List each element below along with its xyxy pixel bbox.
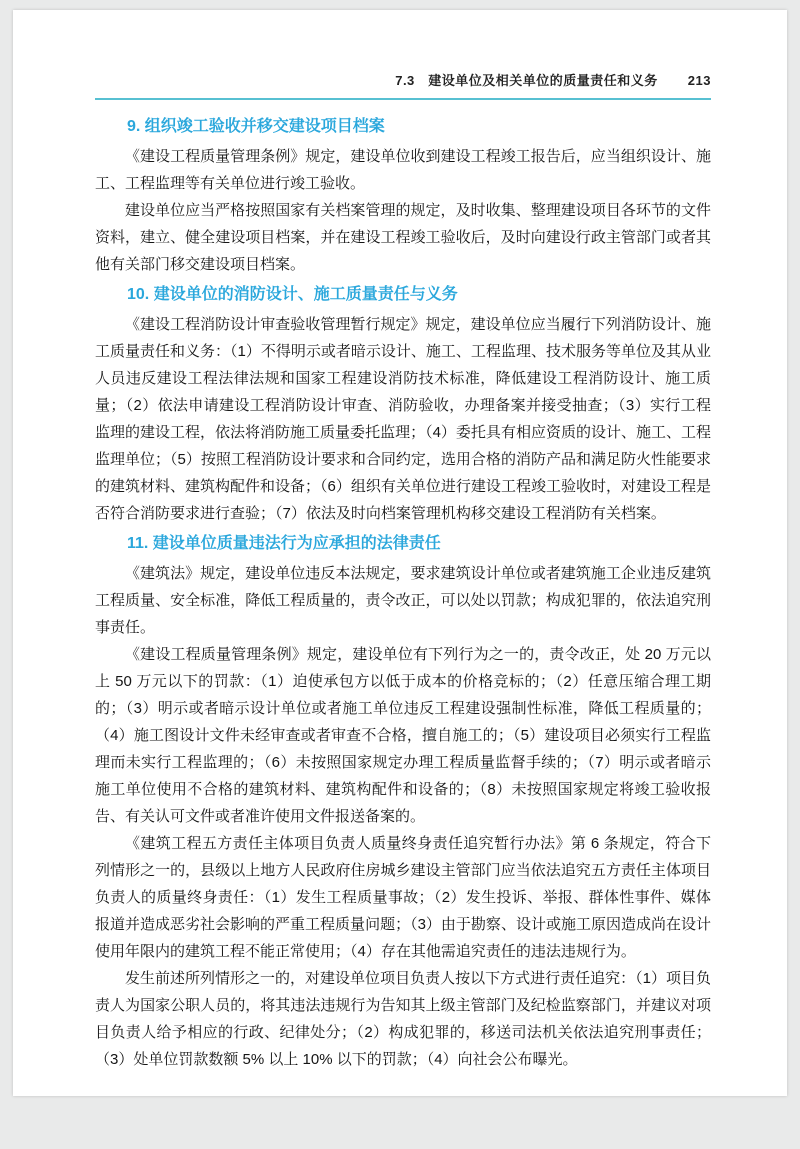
section-10 (95, 281, 711, 527)
paragraph: 《建设工程消防设计审查验收管理暂行规定》规定，建设单位应当履行下列消防设计、施工质量责任和义务：（1）不得明示或者暗示设计、施工、工程监理、技术服务等单位及其从业人员违反建设工程法律法规和国家工程建设消防技术标准，降低建设工程消防设计、施工质量；（2）依法申请建设工程消防设计审查、消防验收，办理备案并接受抽查；（3）实行工程监理的建设工程，依法将消防施工质量委托监理；（4）委托具有相应资质的设计、施工、工程监理单位；（5）按照工程消防设计要求和合同约定，选用合格的消防产品和满足防火性能要求的建筑材料、建筑构配件和设备；（6）组织有关单位进行建设工程竣工验收时，对建设工程是否符合消防要求进行查验；（7）依法及时向档案管理机构移交建设工程消防有关档案。 (95, 316, 711, 522)
header-rule (95, 98, 711, 100)
section-9 (95, 113, 711, 278)
paragraph: 发生前述所列情形之一的，对建设单位项目负责人按以下方式进行责任追究：（1）项目负责人为国家公职人员的，将其违法违规行为告知其上级主管部门及纪检监察部门，并建议对项目负责人给予相应的行政、纪律处分；（2）构成犯罪的，移送司法机关依法追究刑事责任；（3）处单位罚款数额 5% 以上 10% 以下的罚款；（4）向社会公布曝光。 (95, 970, 711, 1068)
paragraph: 《建设工程质量管理条例》规定，建设单位有下列行为之一的，责令改正，处 20 万元以上 50 万元以下的罚款：（1）迫使承包方以低于成本的价格竞标的；（2）任意压缩合理工期的；（3）明示或者暗示设计单位或者施工单位违反工程建设强制性标准，降低工程质量的；（4）施工图设计文件未经审查或者审查不合格，擅自施工的；（5）建设项目必须实行工程监理而未实行工程监理的；（6）未按照国家规定办理工程质量监督手续的；（7）明示或者暗示施工单位使用不合格的建筑材料、建筑构配件和设备的；（8）未按照国家规定将竣工验收报告、有关认可文件或者准许使用文件报送备案的。 (95, 646, 711, 825)
book-page (13, 10, 787, 1096)
section-heading: 9. 组织竣工验收并移交建设项目档案 (127, 118, 385, 135)
section-11 (95, 530, 711, 1073)
paragraph: 建设单位应当严格按照国家有关档案管理的规定，及时收集、整理建设项目各环节的文件资料，建立、健全建设项目档案，并在建设工程竣工验收后，及时向建设行政主管部门或者其他有关部门移交建设项目档案。 (95, 202, 711, 273)
paragraph: 《建筑法》规定，建设单位违反本法规定，要求建筑设计单位或者建筑施工企业违反建筑工程质量、安全标准，降低工程质量的，责令改正，可以处以罚款；构成犯罪的，依法追究刑事责任。 (95, 565, 711, 636)
section-heading: 10. 建设单位的消防设计、施工质量责任与义务 (127, 286, 458, 303)
page-content (95, 70, 711, 1073)
page-header (95, 70, 711, 98)
paragraph: 《建筑工程五方责任主体项目负责人质量终身责任追究暂行办法》第 6 条规定，符合下列情形之一的，县级以上地方人民政府住房城乡建设主管部门应当依法追究五方责任主体项目负责人的质量终身责任：（1）发生工程质量事故；（2）发生投诉、举报、群体性事件、媒体报道并造成恶劣社会影响的严重工程质量问题；（3）由于勘察、设计或施工原因造成尚在设计使用年限内的建筑工程不能正常使用；（4）存在其他需追究责任的违法违规行为。 (95, 835, 711, 960)
running-head: 7.3 建设单位及相关单位的质量责任和义务 (395, 73, 658, 88)
page-number: 213 (687, 73, 711, 88)
section-heading: 11. 建设单位质量违法行为应承担的法律责任 (127, 535, 441, 552)
paragraph: 《建设工程质量管理条例》规定，建设单位收到建设工程竣工报告后，应当组织设计、施工、工程监理等有关单位进行竣工验收。 (95, 148, 711, 192)
